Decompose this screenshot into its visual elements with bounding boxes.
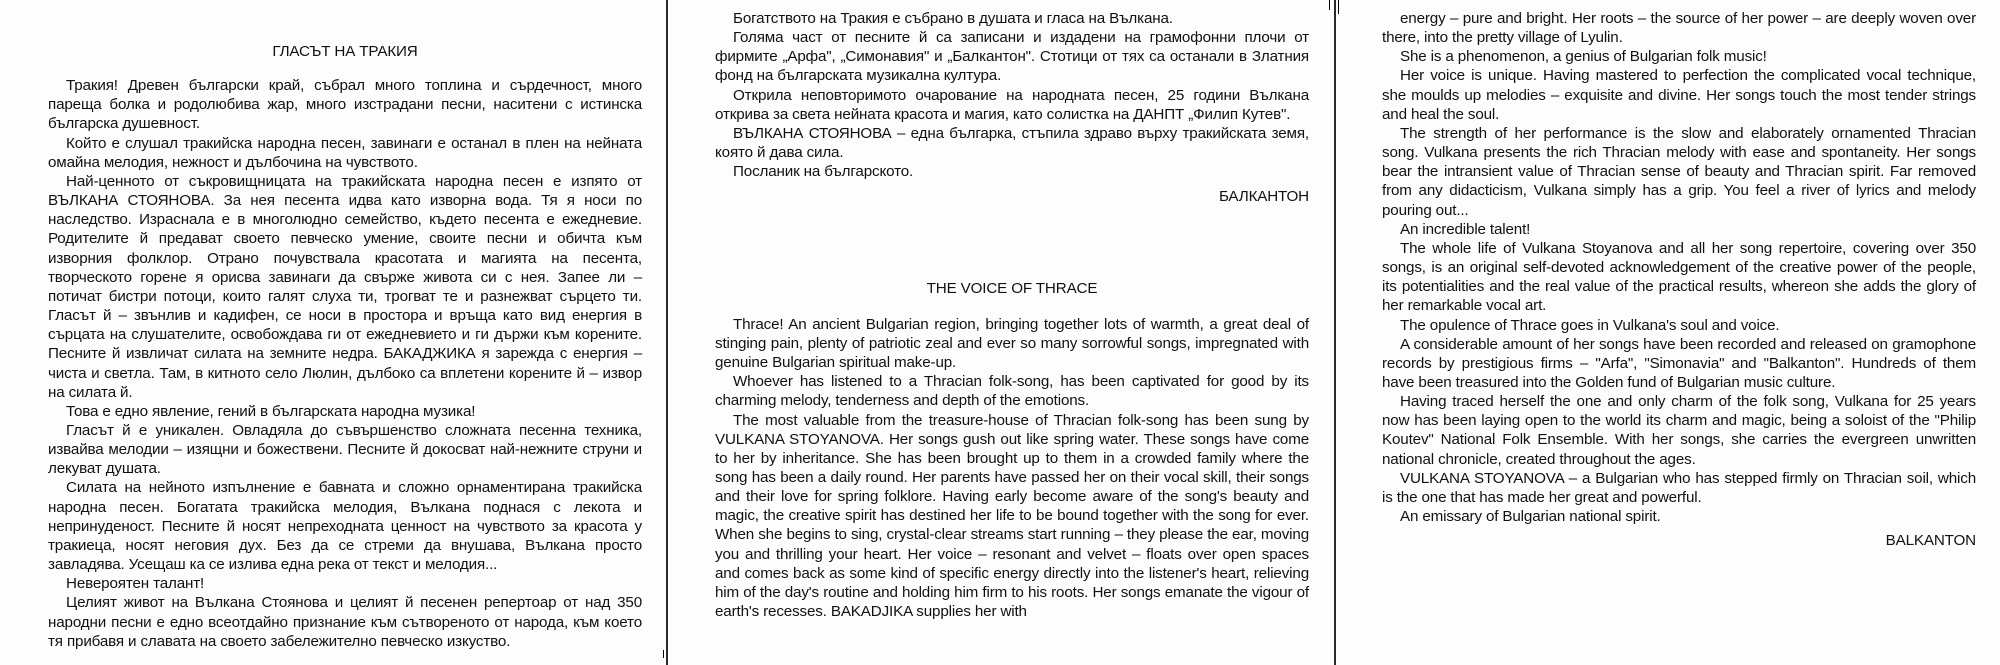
- signature-en: BALKANTON: [1885, 532, 1976, 550]
- paragraph: Това е едно явление, гений в българската народна музика!: [66, 402, 476, 420]
- paragraph: Невероятен талант!: [66, 575, 205, 593]
- paragraph: The whole life of Vulkana Stoyanova and all her song repertoire, covering over 350 songs, is an original self-devoted acknowledgement of the creative power of the people, its potentialities and the real value of the practical results, whereon she adds the glory of her remarkable vocal art.: [1382, 239, 1976, 315]
- panel-middle-text: [667, 0, 1334, 665]
- paragraph: Посланик на българското.: [733, 163, 914, 181]
- panel-english-text: [1334, 0, 2000, 665]
- paragraph: An incredible talent!: [1400, 220, 1531, 238]
- paragraph: Тракия! Древен български край, събрал много топлина и сърдечност, много парeща болка и родолюбива жар, много изстрадани песни, наситени с истинска българска душевност.: [48, 77, 642, 133]
- paragraph: Който е слушал тракийска народна песен, завинаги е останал в плен на нейната омайна мелодия, нежност и дълбочина на чувството.: [48, 134, 642, 171]
- paragraph: ВЪЛКАНА СТОЯНОВА – една българка, стъпила здраво върху тракийската земя, която й дава сила.: [715, 124, 1309, 162]
- paragraph: She is a phenomenon, a genius of Bulgarian folk music!: [1400, 48, 1767, 66]
- paragraph: Гласът й е уникален. Овладяла до съвършенство сложната песенна техника, извайва мелодии – изящни и божествени. Песните й докосват най-нежните струни и лекуват душата.: [48, 421, 642, 478]
- crop-mark: [663, 650, 664, 658]
- page-title-bg: ГЛАСЪТ НА ТРАКИЯ: [272, 43, 418, 60]
- paragraph: Thrace! An ancient Bulgarian region, bringing together lots of warmth, a great deal of stinging pain, plenty of patriotic zeal and ever so many sorrowful songs, impregnated with genuine Bulgarian spiritual make-up.: [715, 315, 1309, 372]
- paragraph: VULKANA STOYANOVA – a Bulgarian who has stepped firmly on Thracian soil, which is the one that has made her great and powerful.: [1382, 469, 1976, 506]
- paragraph: An emissary of Bulgarian national spirit.: [1400, 508, 1661, 526]
- signature-bg: БАЛКАНТОН: [1218, 188, 1309, 206]
- paragraph: The most valuable from the treasure-house of Thracian folk-song has been sung by VULKANA STOYANOVA. Her songs gush out like spring water. These songs have come to her by inheritance. She has been brought up to them in a crowded family where the song has been a daily round. Her parents have passed her on their vocal skill, their songs and their love for spring folklore. Having early become aware of the song's beauty and magic, the creative spirit has destined her life to be bound together with the song for ever. When she begins to sing, crystal-clear streams start running – they please the ear, moving you and thrilling your heart. Her voice – resonant and velvet – floats over open spaces and comes back as some kind of specific energy directly into the listener's heart, relieving him of the day's routine and holding him firm to his roots. Her songs emanate the vigour of earth's recesses. BAKADJIKA supplies her with: [715, 411, 1309, 621]
- paragraph: The opulence of Thrace goes in Vulkana's soul and voice.: [1400, 316, 1780, 334]
- page-title-en: THE VOICE OF THRACE: [926, 279, 1098, 297]
- paragraph: Having traced herself the one and only charm of the folk song, Vulkana for 25 years now has been laying open to the world its charm and magic, being a soloist of the "Philip Koutev" National Folk Ensemble. With her songs, she carries the evergreen unwritten national chronicle, created throughout the ages.: [1382, 393, 1976, 468]
- paragraph: Най-ценното от съкровищницата на тракийската народна песен е изпято от ВЪЛКАНА СТОЯНОВА. За нея песента идва като изворна вода. Тя я носи по наследство. Израснала е в многолюдно семейство, където песента е ежедневие. Родителите й предават своето певческо умение, своите песни и обичта към изворния фолклор. Отрано почувствала красотата и магията на песента, творческото горене я орисва завинаги да свърже живота си с нея. Запее ли – потичат бистри потоци, които галят слуха ти, трогват те и разнежват сърцето ти. Гласът й – звънлив и кадифен, се носи в простора и връща като вид енергия в сърцата на слушателите, освобождава ги от ежедневието и ги държи към корените. Песните й извличат силата на земните недра. БАКАДЖИКА я зарежда с енергия – чиста и светла. Там, в китното село Люлин, дълбоко са вплетени корените й – извор на силата й.: [48, 172, 642, 401]
- paragraph: Открила неповторимото очарование на народната песен, 25 години Вълкана открива за света нейната красота и магия, като солистка на ДАНПТ „Филип Кутев".: [715, 86, 1309, 123]
- paragraph: Силата на нейното изпълнение е бавната и сложно орнаментирана тракийска народна песен. Богатата тракийска мелодия, Вълкана поднася с лекота и непринуденост. Песните й носят непреходната ценност на чувството за красота у тракиеца, носят неговия дух. Без да се стреми да внушава, Вълкана просто завладява. Усещаш ка се излива една река от текст и мелодия...: [48, 479, 642, 574]
- paragraph: Целият живот на Вълкана Стоянова и целият й песенен репертоар от над 350 народни песни е едно всеотдайно признание към сътвореното от народа, към което тя прибавя и славата на своето забележително певческо изкуство.: [48, 594, 642, 650]
- panel-bulgarian-text: [0, 0, 667, 665]
- paragraph: Богатството на Тракия е събрано в душата и гласа на Вълкана.: [733, 10, 1173, 27]
- paragraph: The strength of her performance is the slow and elaborately ornamented Thracian song. Vulkana presents the rich Thracian melody with ease and spontaneity. Her songs bear the intransient value of Thracian sense of beauty and Thracian spirit. Far removed from any didacticism, Vulkana simply has a grip. You feel a river of lyrics and melody pouring out...: [1382, 124, 1976, 219]
- paragraph: A considerable amount of her songs have been recorded and released on gramophone records by prestigious firms – "Arfa", "Simonavia" and "Balkanton". Hundreds of them have been treasured into the Golden fund of Bulgarian music culture.: [1382, 335, 1976, 391]
- paragraph: Голяма част от песните й са записани и издадени на грамофонни плочи от фирмите „Арфа", „Симонавия" и „Балкантон". Стотици от тях са останали в Златния фонд на българската музикална култура.: [715, 29, 1309, 85]
- paragraph: Her voice is unique. Having mastered to perfection the complicated vocal technique, she moulds up melodies – exquisite and divine. Her songs touch the most tender strings and heal the soul.: [1382, 67, 1976, 123]
- crop-mark: [1329, 0, 1330, 10]
- paragraph: energy – pure and bright. Her roots – the source of her power – are deeply woven over there, into the pretty village of Lyulin.: [1382, 10, 1976, 47]
- paragraph: Whoever has listened to a Thracian folk-song, has been captivated for good by its charming melody, tenderness and depth of the emotions.: [715, 373, 1309, 410]
